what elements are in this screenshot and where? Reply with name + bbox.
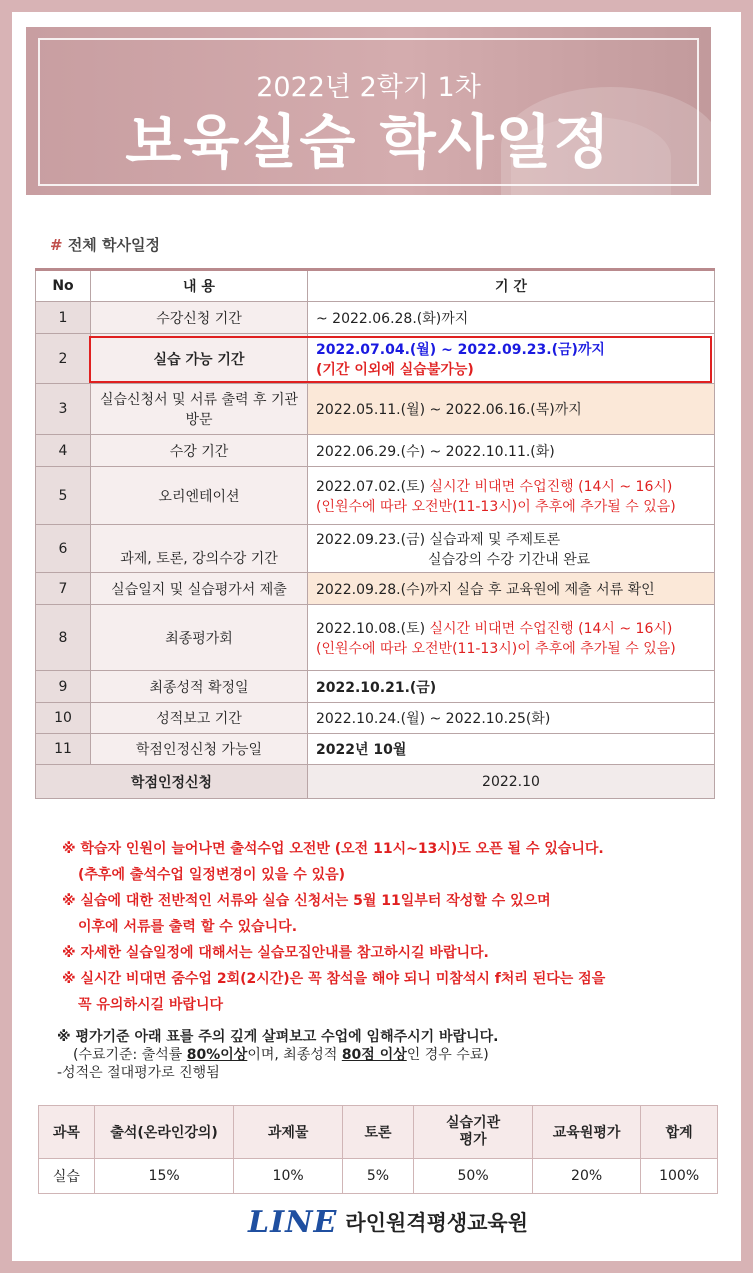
row-item: 성적보고 기간 (91, 703, 308, 734)
row-no: 4 (36, 435, 91, 467)
row-item: 학점인정신청 가능일 (91, 734, 308, 765)
institute-logo (248, 1205, 528, 1239)
footer-value: 2022.10 (308, 765, 715, 799)
row-period: 2022.10.24.(월) ~ 2022.10.25(화) (308, 703, 715, 734)
row-period (308, 467, 715, 525)
notice-line: 이후에 서류를 출력 할 수 있습니다. (78, 919, 298, 935)
row-no: 2 (36, 334, 91, 384)
eval-text: (수료기준: 출석률 (73, 1047, 187, 1063)
row-no: 7 (36, 573, 91, 605)
section-hash: # (50, 236, 63, 254)
row-item: 최종성적 확정일 (91, 671, 308, 703)
row-item: 실습일지 및 실습평가서 제출 (91, 573, 308, 605)
row-no: 5 (36, 467, 91, 525)
col-period-header: 기 간 (308, 270, 715, 302)
eval-value-row (39, 1159, 718, 1194)
table-footer-row (36, 765, 715, 799)
eval-value-cell: 50% (414, 1159, 533, 1194)
period-note: 실시간 비대면 수업진행 (14시 ~ 16시) (425, 478, 673, 495)
period-line2: (기간 이외에 실습불가능) (316, 361, 474, 378)
table-header-row (36, 270, 715, 302)
row-no: 3 (36, 384, 91, 435)
table-row (36, 671, 715, 703)
banner-title: 보육실습 학사일정 (125, 108, 612, 176)
eval-header-cell: 토론 (342, 1106, 413, 1159)
period-line2: (인원수에 따라 오전반(11-13시)이 추후에 추가될 수 있음) (316, 498, 676, 515)
notice-line: ※ 실시간 비대면 줌수업 2회(2시간)은 꼭 참석을 해야 되니 미참석시 f처리 된다는 점을 (62, 971, 606, 987)
evaluation-table (38, 1105, 718, 1194)
row-item: 수강 기간 (91, 435, 308, 467)
eval-attendance: 80%이상 (186, 1047, 248, 1063)
eval-text: 인 경우 수료) (406, 1047, 489, 1063)
eval-header-cell: 과목 (39, 1106, 95, 1159)
row-no: 9 (36, 671, 91, 703)
row-item: 수강신청 기간 (91, 302, 308, 334)
eval-value-cell: 10% (234, 1159, 342, 1194)
eval-header-cell: 합계 (641, 1106, 718, 1159)
table-row (36, 302, 715, 334)
notice-list (62, 836, 605, 1018)
row-period: 2022.05.11.(월) ~ 2022.06.16.(목)까지 (308, 384, 715, 435)
row-item: 최종평가회 (91, 605, 308, 671)
row-period: 2022.06.29.(수) ~ 2022.10.11.(화) (308, 435, 715, 467)
row-no: 10 (36, 703, 91, 734)
row-no: 8 (36, 605, 91, 671)
table-row (36, 605, 715, 671)
table-row (36, 467, 715, 525)
period-date: 2022.10.08.(토) (316, 620, 426, 637)
evaluation-note (57, 1028, 498, 1082)
row-no: 11 (36, 734, 91, 765)
table-row (36, 703, 715, 734)
footer-label: 학점인정신청 (36, 765, 308, 799)
table-row (36, 734, 715, 765)
eval-value-cell: 15% (94, 1159, 234, 1194)
row-no: 6 (36, 525, 91, 573)
table-row (36, 384, 715, 435)
period-line2: (인원수에 따라 오전반(11-13시)이 추후에 추가될 수 있음) (316, 640, 676, 657)
period-note: 실시간 비대면 수업진행 (14시 ~ 16시) (425, 620, 673, 637)
eval-header-cell: 실습기관 평가 (414, 1106, 533, 1159)
eval-value-cell: 실습 (39, 1159, 95, 1194)
row-item: 오리엔테이션 (91, 467, 308, 525)
section-title: 전체 학사일정 (67, 236, 160, 254)
eval-note-line1: ※ 평가기준 아래 표를 주의 깊게 살펴보고 수업에 임해주시기 바랍니다. (57, 1029, 499, 1045)
col-item-header: 내 용 (91, 270, 308, 302)
section-heading (50, 234, 160, 255)
table-row (36, 573, 715, 605)
eval-header-cell: 출석(온라인강의) (94, 1106, 234, 1159)
logo-name: 라인원격평생교육원 (345, 1211, 528, 1235)
row-no: 1 (36, 302, 91, 334)
row-period (308, 605, 715, 671)
table-row (36, 435, 715, 467)
row-item: 과제, 토론, 강의수강 기간 (91, 525, 308, 573)
row-period: 2022.09.28.(수)까지 실습 후 교육원에 제출 서류 확인 (308, 573, 715, 605)
logo-mark: LINE (248, 1204, 338, 1240)
notice-line: (추후에 출석수업 일정변경이 있을 수 있음) (78, 867, 346, 883)
eval-text: 이며, 최종성적 (247, 1047, 342, 1063)
period-line1: 2022.09.23.(금) 실습과제 및 주제토론 (316, 531, 561, 548)
period-line2: 실습강의 수강 기간내 완료 (428, 551, 591, 568)
eval-score: 80점 이상 (341, 1047, 407, 1063)
row-period: 2022.10.21.(금) (308, 671, 715, 703)
notice-line: ※ 실습에 대한 전반적인 서류와 실습 신청서는 5월 11일부터 작성할 수 있으며 (62, 893, 551, 909)
eval-header-cell: 교육원평가 (532, 1106, 640, 1159)
eval-value-cell: 5% (342, 1159, 413, 1194)
eval-header-cell: 과제물 (234, 1106, 342, 1159)
notice-line: ※ 학습자 인원이 늘어나면 출석수업 오전반 (오전 11시~13시)도 오픈 될 수 있습니다. (62, 841, 604, 857)
row-item: 실습신청서 및 서류 출력 후 기관 방문 (91, 384, 308, 435)
row-period (308, 525, 715, 573)
notice-line: 꼭 유의하시길 바랍니다 (78, 997, 223, 1013)
highlight-box (89, 336, 712, 383)
eval-note-line2 (57, 1046, 498, 1064)
eval-value-cell: 100% (641, 1159, 718, 1194)
header-banner (26, 27, 711, 195)
row-period: 2022년 10월 (308, 734, 715, 765)
row-period: ~ 2022.06.28.(화)까지 (308, 302, 715, 334)
period-line1 (316, 476, 706, 496)
eval-header-row (39, 1106, 718, 1159)
eval-note-line3: -성적은 절대평가로 진행됨 (57, 1065, 220, 1081)
table-row (36, 525, 715, 573)
banner-subtitle: 2022년 2학기 1차 (256, 72, 481, 103)
period-date: 2022.07.02.(토) (316, 478, 426, 495)
eval-value-cell: 20% (532, 1159, 640, 1194)
notice-line: ※ 자세한 실습일정에 대해서는 실습모집안내를 참고하시길 바랍니다. (62, 945, 489, 961)
period-line1 (316, 618, 706, 638)
period-line1: 2022.07.04.(월) ~ 2022.09.23.(금)까지 (316, 341, 605, 358)
col-no-header: No (36, 270, 91, 302)
row-item: 실습 가능 기간 (91, 334, 308, 384)
